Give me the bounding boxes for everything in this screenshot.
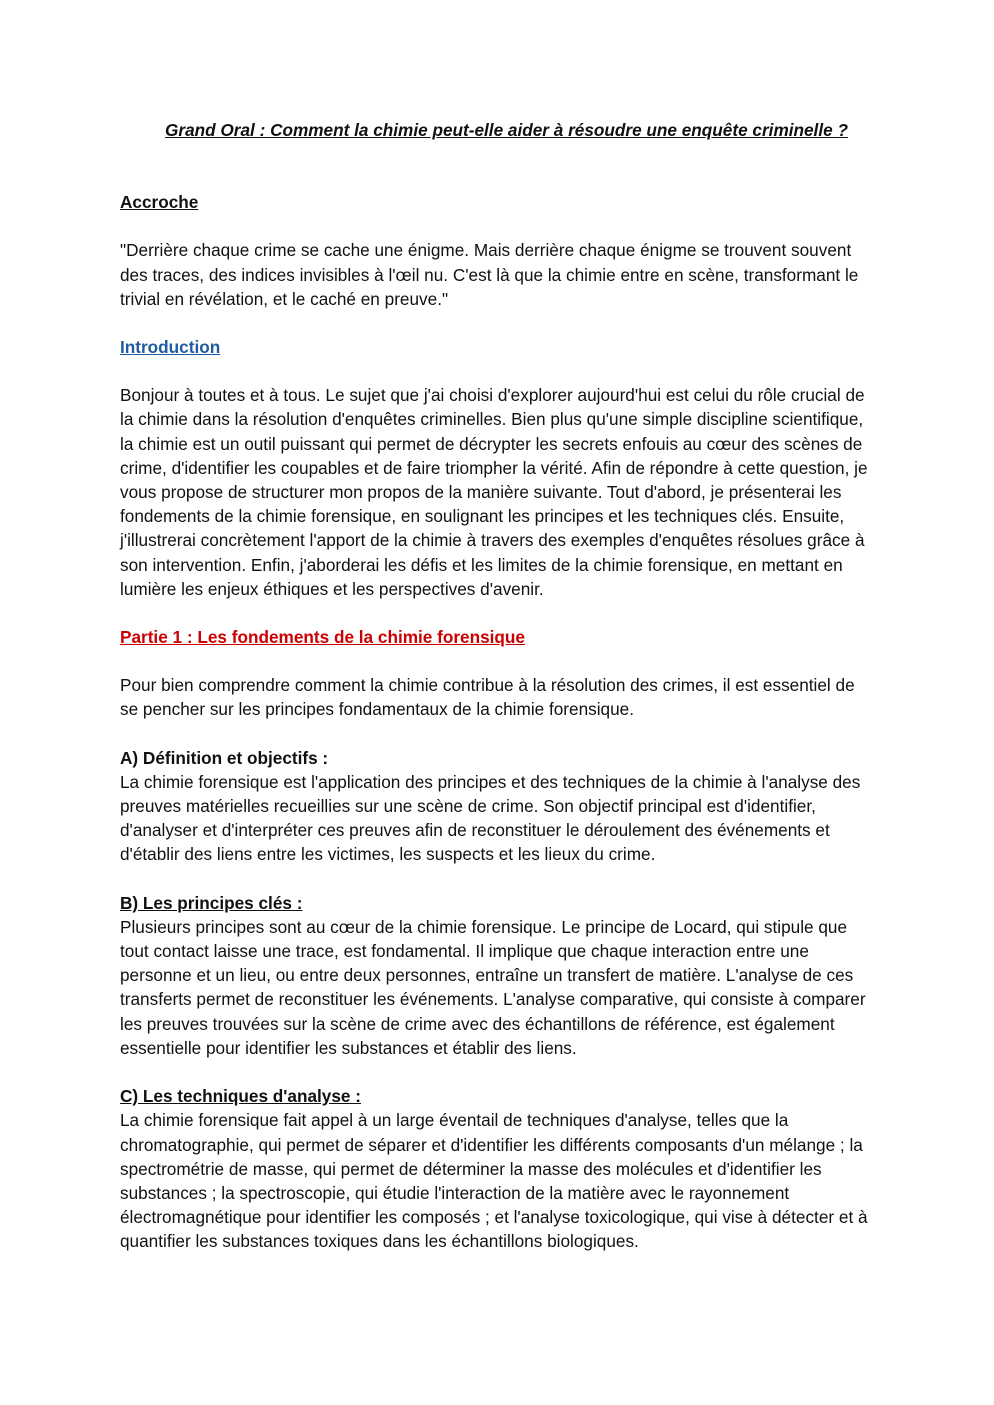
- partie1-heading: Partie 1 : Les fondements de la chimie forensique: [120, 627, 525, 648]
- introduction-heading: Introduction: [120, 337, 221, 358]
- section-c-heading: C) Les techniques d'analyse :: [120, 1086, 361, 1107]
- section-c-text: La chimie forensique fait appel à un large éventail de techniques d'analyse, telles que la chromatographie, qui permet de séparer et d'identifier les différents composants d'un mélange ; la spectrométrie de masse, qui permet de déterminer la masse des molécules et d'identifier les substances ; la spectroscopie, qui étudie l'interaction de la matière avec le rayonnement électromagnétique pour identifier les composés ; et l'analyse toxicologique, qui vise à détecter et à quantifier les substances toxiques dans les échantillons biologiques.: [120, 1110, 868, 1252]
- section-b-text: Plusieurs principes sont au cœur de la chimie forensique. Le principe de Locard, qui stipule que tout contact laisse une trace, est fondamental. Il implique que chaque interaction entre une personne et un lieu, ou entre deux personnes, entraîne un transfert de matière. L'analyse de ces transferts permet de reconstituer les événements. L'analyse comparative, qui consiste à comparer les preuves trouvées sur la scène de crime avec des échantillons de référence, est également essentielle pour identifier les substances et établir des liens.: [120, 916, 866, 1058]
- section-b-heading: B) Les principes clés :: [120, 892, 303, 913]
- document-page: [120, 118, 875, 1254]
- accroche-text: "Derrière chaque crime se cache une énigme. Mais derrière chaque énigme se trouvent souvent des traces, des indices invisibles à l'œil nu. C'est là que la chimie entre en scène, transformant le trivial en révélation, et le caché en preuve.": [120, 240, 859, 309]
- introduction-text: Bonjour à toutes et à tous. Le sujet que j'ai choisi d'explorer aujourd'hui est celui du rôle crucial de la chimie dans la résolution d'enquêtes criminelles. Bien plus qu'une simple discipline scientifique, la chimie est un outil puissant qui permet de décrypter les secrets enfouis au cœur des scènes de crime, d'identifier les coupables et de faire triompher la vérité. Afin de répondre à cette question, je vous propose de structurer mon propos de la manière suivante. Tout d'abord, je présenterai les fondements de la chimie forensique, en soulignant les principes et les techniques clés. Ensuite, j'illustrerai concrètement l'apport de la chimie à travers des exemples d'enquêtes résolues grâce à son intervention. Enfin, j'aborderai les défis et les limites de la chimie forensique, en mettant en lumière les enjeux éthiques et les perspectives d'avenir.: [120, 385, 868, 599]
- document-title: Grand Oral : Comment la chimie peut-elle aider à résoudre une enquête criminelle ?: [165, 120, 848, 140]
- section-a-heading: A) Définition et objectifs :: [120, 747, 329, 768]
- accroche-heading: Accroche: [120, 192, 199, 213]
- partie1-intro-text: Pour bien comprendre comment la chimie contribue à la résolution des crimes, il est essentiel de se pencher sur les principes fondamentaux de la chimie forensique.: [120, 675, 855, 720]
- section-a-text: La chimie forensique est l'application des principes et des techniques de la chimie à l'analyse des preuves matérielles recueillies sur une scène de crime. Son objectif principal est d'identifier, d'analyser et d'interpréter ces preuves afin de reconstituer le déroulement des événements et d'établir des liens entre les victimes, les suspects et les lieux du crime.: [120, 771, 861, 865]
